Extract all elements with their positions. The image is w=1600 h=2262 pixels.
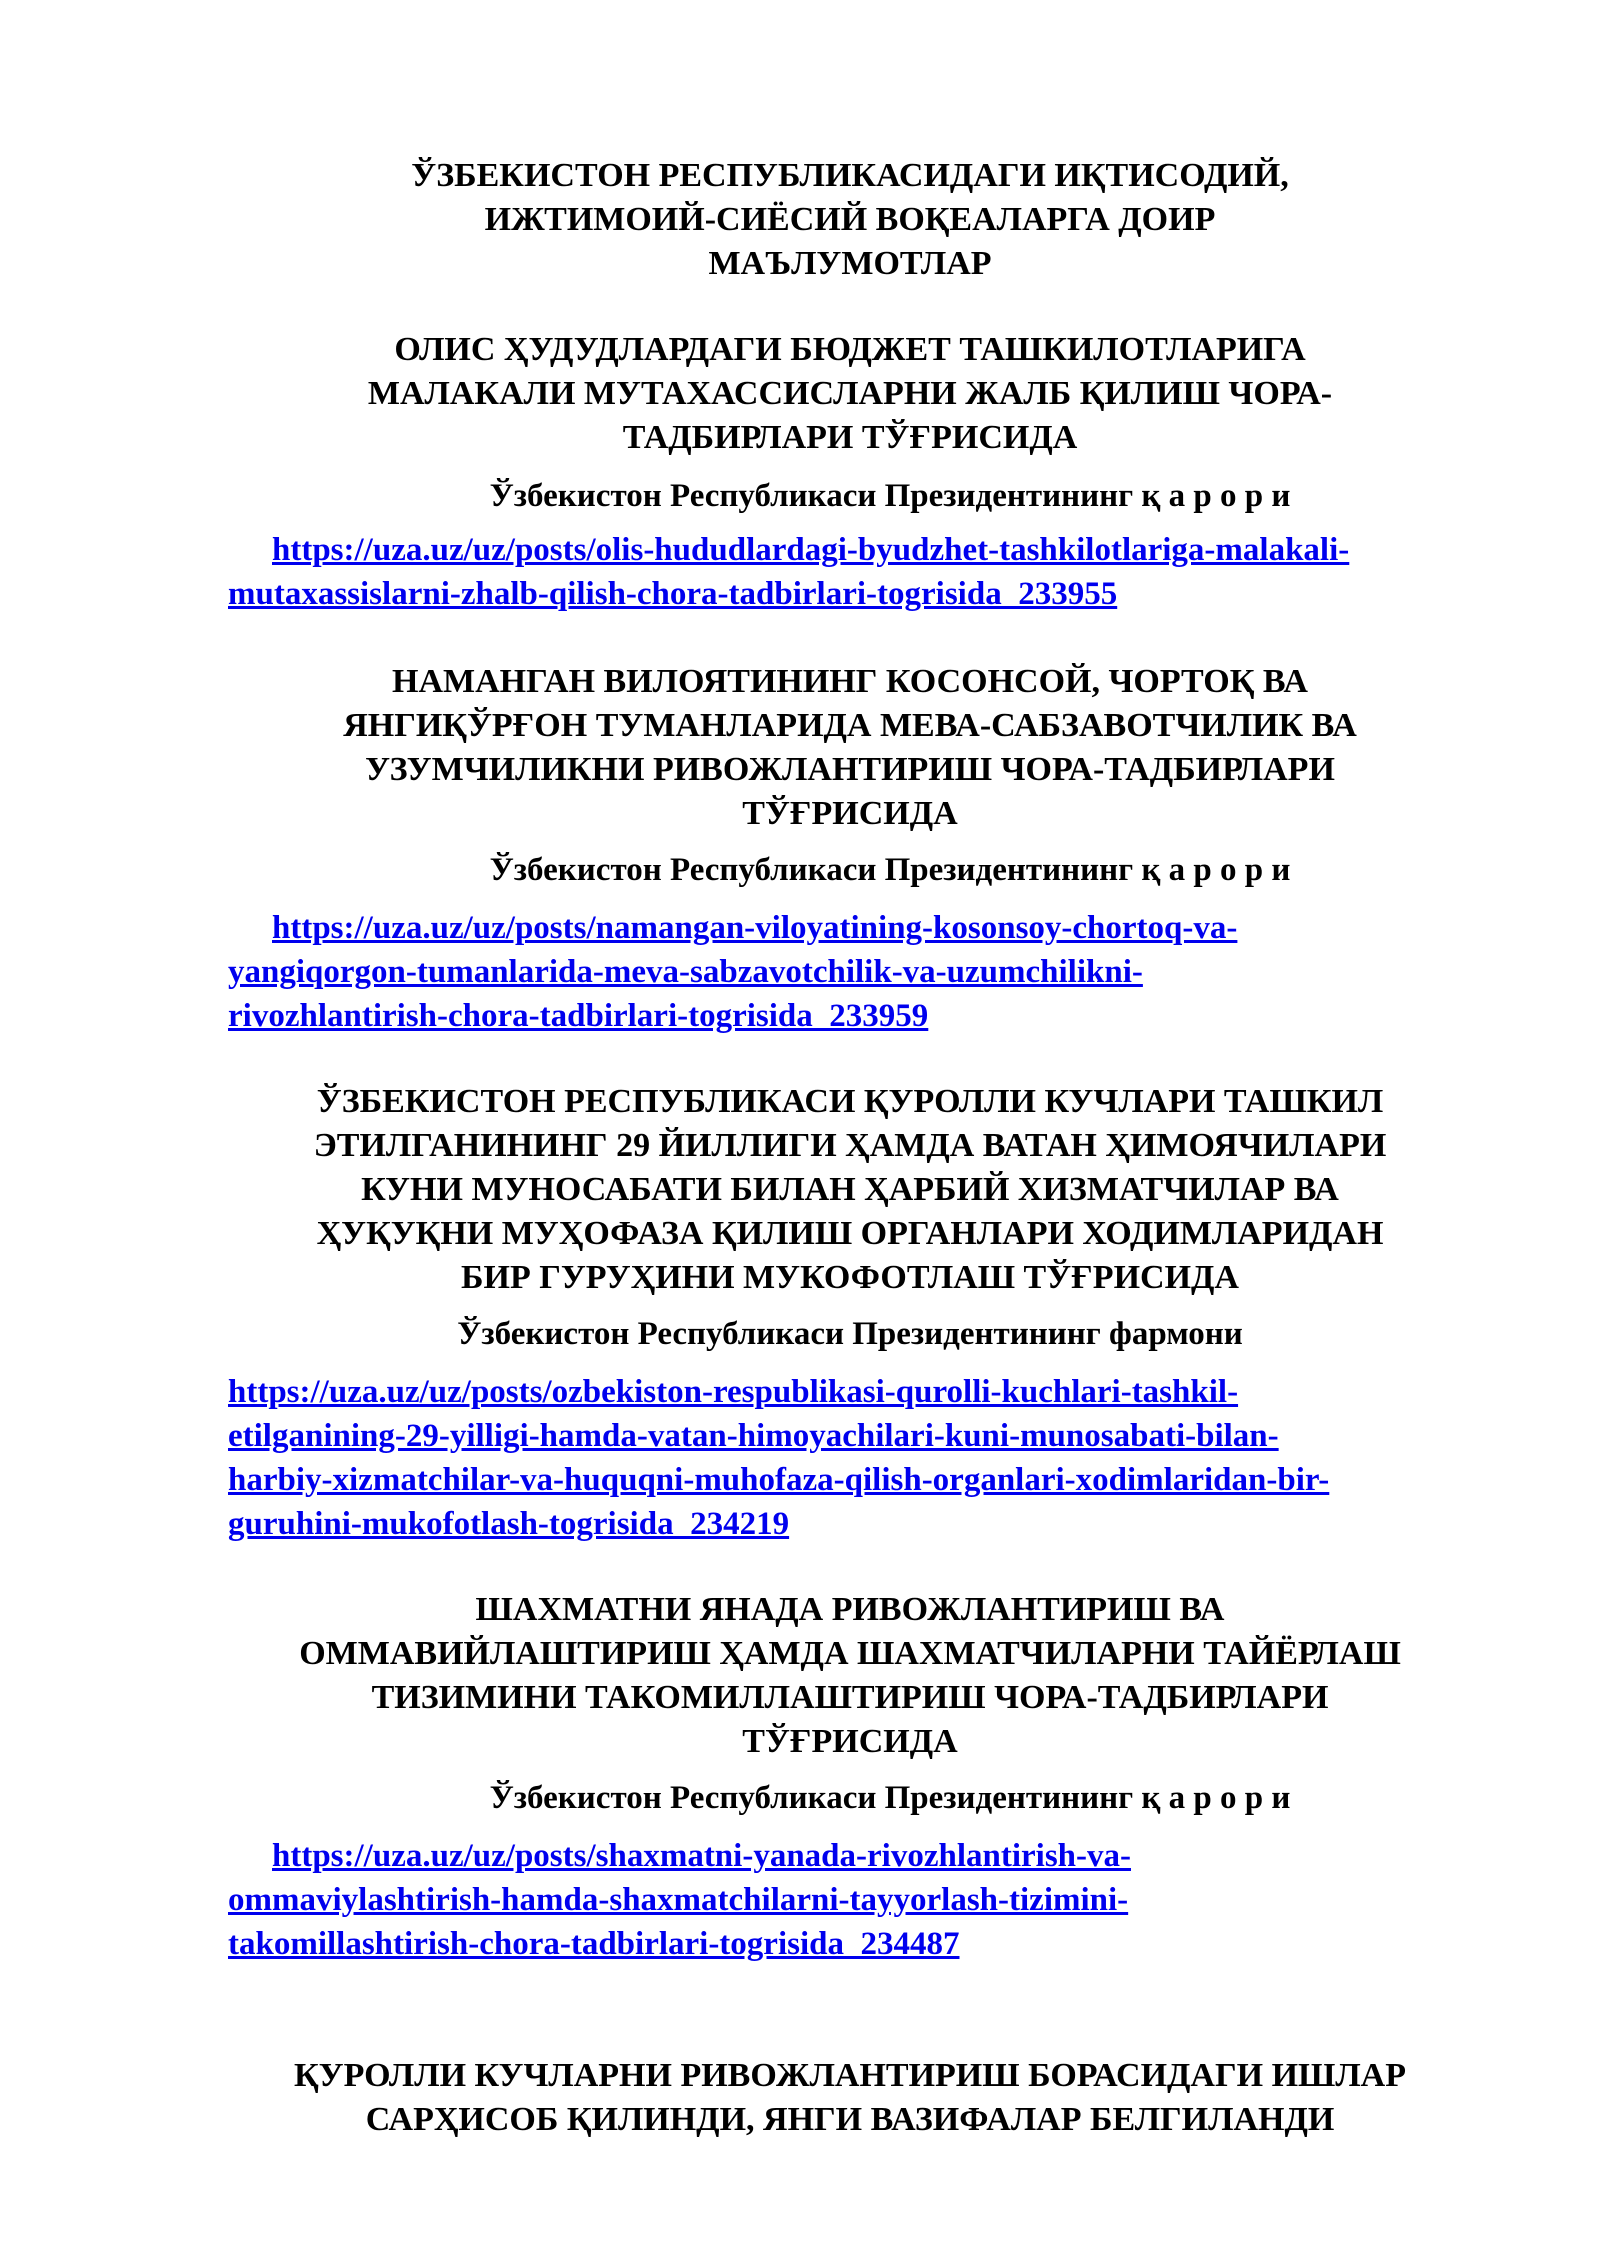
main-title-line: ЎЗБЕКИСТОН РЕСПУБЛИКАСИДАГИ ИҚТИСОДИЙ, <box>411 157 1289 194</box>
section-title-line: ТЎҒРИСИДА <box>742 1723 958 1760</box>
source-link-line: rivozhlantirish-chora-tadbirlari-togrisida_233959 <box>228 998 929 1034</box>
section-title-line: ҚУРОЛЛИ КУЧЛАРНИ РИВОЖЛАНТИРИШ БОРАСИДАГИ ИШЛАР <box>293 2057 1407 2094</box>
source-link-line: guruhini-mukofotlash-togrisida_234219 <box>228 1506 790 1542</box>
section-title-line: НАМАНГАН ВИЛОЯТИНИНГ КОСОНСОЙ, ЧОРТОҚ ВА <box>392 663 1308 700</box>
source-link-line: yangiqorgon-tumanlarida-meva-sabzavotchilik-va-uzumchilikni- <box>228 954 1143 990</box>
section-title-line: БИР ГУРУҲИНИ МУКОФОТЛАШ ТЎҒРИСИДА <box>461 1259 1239 1296</box>
section-title-line: ОЛИС ҲУДУДЛАРДАГИ БЮДЖЕТ ТАШКИЛОТЛАРИГА <box>394 331 1306 368</box>
section-title <box>200 660 1500 836</box>
source-link[interactable] <box>228 906 1548 1038</box>
section-title <box>200 328 1500 460</box>
source-link-line: harbiy-xizmatchilar-va-huquqni-muhofaza-qilish-organlari-xodimlaridan-bir- <box>228 1462 1330 1498</box>
decree-source: Ўзбекистон Республикаси Президентининг қ а р о р и <box>489 1780 1291 1816</box>
section-title-line: САРҲИСОБ ҚИЛИНДИ, ЯНГИ ВАЗИФАЛАР БЕЛГИЛАНДИ <box>365 2101 1335 2138</box>
section-title-line: ТЎҒРИСИДА <box>742 795 958 832</box>
section-title-line: КУНИ МУНОСАБАТИ БИЛАН ҲАРБИЙ ХИЗМАТЧИЛАР ВА <box>361 1171 1339 1208</box>
section-title-line: МАЛАКАЛИ МУТАХАССИСЛАРНИ ЖАЛБ ҚИЛИШ ЧОРА- <box>367 375 1333 412</box>
section-title-line: ОММАВИЙЛАШТИРИШ ҲАМДА ШАХМАТЧИЛАРНИ ТАЙЁРЛАШ <box>299 1635 1401 1672</box>
section-title <box>200 1080 1500 1300</box>
section-title-line: ТАДБИРЛАРИ ТЎҒРИСИДА <box>622 419 1078 456</box>
source-link-line: mutaxassislarni-zhalb-qilish-chora-tadbirlari-togrisida_233955 <box>228 576 1118 612</box>
section-title-line: ҲУҚУҚНИ МУҲОФАЗА ҚИЛИШ ОРГАНЛАРИ ХОДИМЛАРИДАН <box>316 1215 1384 1252</box>
source-link-line: https://uza.uz/uz/posts/olis-hududlardagi-byudzhet-tashkilotlariga-malakali- <box>272 532 1350 568</box>
source-link-line: etilganining-29-yilligi-hamda-vatan-himoyachilari-kuni-munosabati-bilan- <box>228 1418 1279 1454</box>
source-link[interactable] <box>228 1370 1548 1546</box>
decree-source: Ўзбекистон Республикаси Президентининг фармони <box>457 1316 1243 1352</box>
source-link-line: https://uza.uz/uz/posts/namangan-viloyatining-kosonsoy-chortoq-va- <box>272 910 1238 946</box>
source-link-line: takomillashtirish-chora-tadbirlari-togrisida_234487 <box>228 1926 960 1962</box>
source-link[interactable] <box>228 1834 1548 1966</box>
section-title-line: ЎЗБЕКИСТОН РЕСПУБЛИКАСИ ҚУРОЛЛИ КУЧЛАРИ ТАШКИЛ <box>316 1083 1384 1120</box>
section-title <box>200 1588 1500 1764</box>
section-title <box>200 2054 1500 2142</box>
source-link-line: https://uza.uz/uz/posts/shaxmatni-yanada-rivozhlantirish-va- <box>272 1838 1131 1874</box>
main-title <box>200 154 1500 286</box>
decree-source: Ўзбекистон Республикаси Президентининг қ а р о р и <box>489 852 1291 888</box>
section-title-line: ТИЗИМИНИ ТАКОМИЛЛАШТИРИШ ЧОРА-ТАДБИРЛАРИ <box>371 1679 1329 1716</box>
source-link-line: ommaviylashtirish-hamda-shaxmatchilarni-tayyorlash-tizimini- <box>228 1882 1129 1918</box>
main-title-line: МАЪЛУМОТЛАР <box>708 245 992 282</box>
section-title-line: ЭТИЛГАНИНИНГ 29 ЙИЛЛИГИ ҲАМДА ВАТАН ҲИМОЯЧИЛАРИ <box>313 1127 1387 1164</box>
source-link[interactable] <box>228 528 1548 616</box>
section-title-line: ШАХМАТНИ ЯНАДА РИВОЖЛАНТИРИШ ВА <box>475 1591 1225 1628</box>
decree-source: Ўзбекистон Республикаси Президентининг қ а р о р и <box>489 478 1291 514</box>
section-title-line: УЗУМЧИЛИКНИ РИВОЖЛАНТИРИШ ЧОРА-ТАДБИРЛАРИ <box>365 751 1335 788</box>
section-title-line: ЯНГИҚЎРҒОН ТУМАНЛАРИДА МЕВА-САБЗАВОТЧИЛИК ВА <box>343 707 1357 744</box>
main-title-line: ИЖТИМОИЙ-СИЁСИЙ ВОҚЕАЛАРГА ДОИР <box>484 201 1216 238</box>
source-link-line: https://uza.uz/uz/posts/ozbekiston-respublikasi-qurolli-kuchlari-tashkil- <box>228 1374 1239 1410</box>
